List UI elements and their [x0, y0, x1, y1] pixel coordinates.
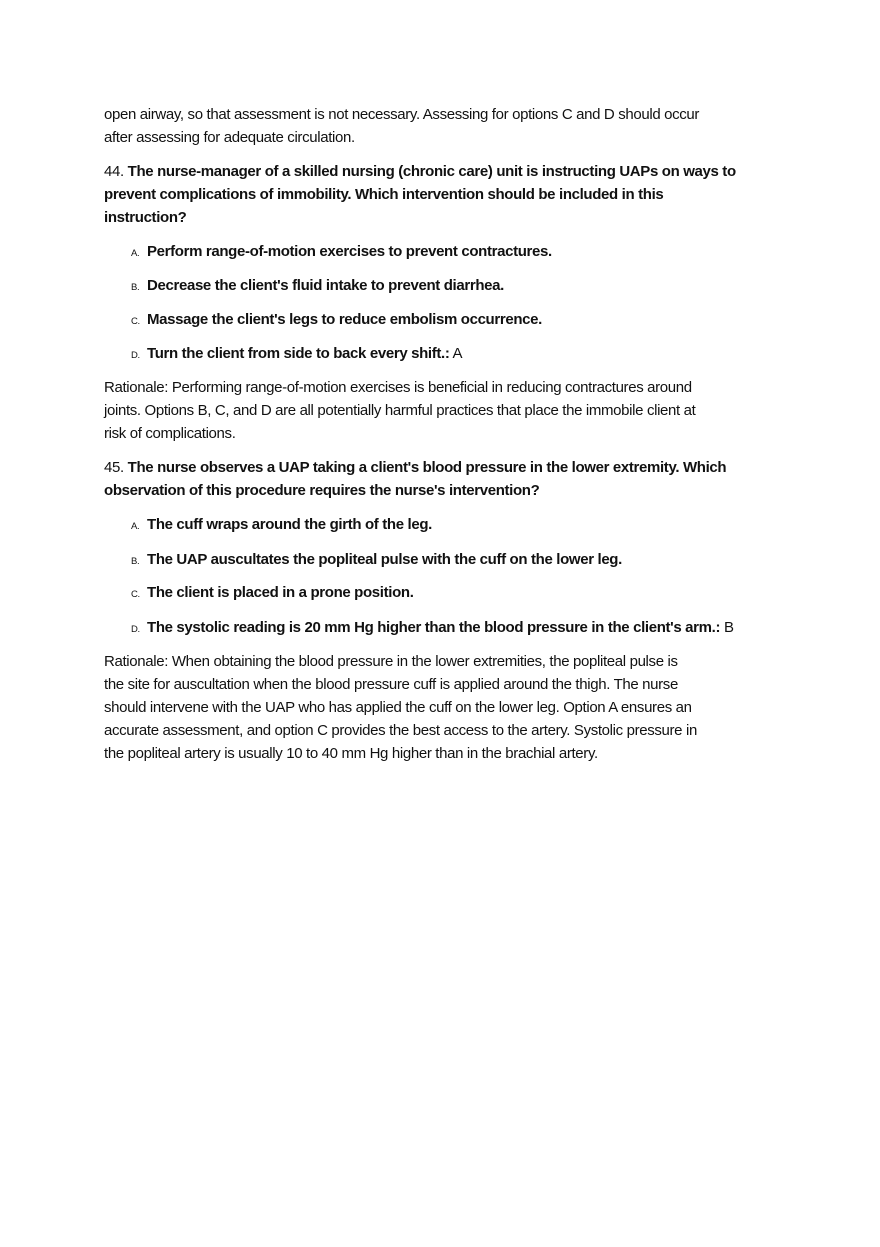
answer-key: A	[449, 345, 463, 362]
option-letter: D.	[131, 350, 140, 361]
text-line: Rationale: Performing range-of-motion exercises is beneficial in reducing contractures around	[104, 379, 692, 396]
question-44-option-b	[131, 274, 504, 297]
question-45-option-a	[131, 513, 432, 536]
question-45-option-b	[131, 548, 622, 571]
text-line: should intervene with the UAP who has applied the cuff on the lower leg. Option A ensures an	[104, 699, 692, 716]
answer-key: B	[720, 619, 734, 636]
option-text: Massage the client's legs to reduce embolism occurrence.	[147, 311, 542, 328]
option-text: The cuff wraps around the girth of the leg.	[147, 516, 432, 533]
question-44-option-a	[131, 240, 552, 263]
question-44-rationale	[104, 376, 695, 445]
option-text: The systolic reading is 20 mm Hg higher than the blood pressure in the client's arm.:	[147, 619, 721, 636]
option-letter: A.	[131, 521, 140, 532]
question-44-option-c	[131, 308, 542, 331]
question-45-option-d	[131, 616, 734, 639]
text-line: risk of complications.	[104, 425, 236, 442]
text-line: after assessing for adequate circulation.	[104, 129, 355, 146]
question-number: 45.	[104, 459, 124, 476]
question-44-option-d	[131, 342, 462, 365]
option-letter: B.	[131, 556, 140, 567]
option-text: The UAP auscultates the popliteal pulse with the cuff on the lower leg.	[147, 551, 622, 568]
question-text: instruction?	[104, 209, 187, 226]
option-letter: D.	[131, 624, 140, 635]
question-text: The nurse observes a UAP taking a client's blood pressure in the lower extremity. Which	[123, 459, 727, 476]
text-line: open airway, so that assessment is not necessary. Assessing for options C and D should occur	[104, 106, 700, 123]
previous-rationale-continuation	[104, 103, 699, 149]
option-text: Perform range-of-motion exercises to prevent contractures.	[147, 243, 552, 260]
option-letter: B.	[131, 282, 140, 293]
question-text: observation of this procedure requires the nurse's intervention?	[104, 482, 540, 499]
question-44-stem	[104, 160, 736, 229]
question-text: prevent complications of immobility. Which intervention should be included in this	[104, 186, 664, 203]
option-letter: A.	[131, 248, 140, 259]
question-45-rationale	[104, 650, 697, 765]
question-45-stem	[104, 456, 726, 502]
text-line: the site for auscultation when the blood pressure cuff is applied around the thigh. The nurse	[104, 676, 678, 693]
question-45-option-c	[131, 581, 414, 604]
option-letter: C.	[131, 316, 140, 327]
question-text: The nurse-manager of a skilled nursing (chronic care) unit is instructing UAPs on ways to	[123, 163, 736, 180]
option-letter: C.	[131, 589, 140, 600]
option-text: The client is placed in a prone position.	[147, 584, 414, 601]
option-text: Turn the client from side to back every shift.:	[147, 345, 450, 362]
text-line: the popliteal artery is usually 10 to 40 mm Hg higher than in the brachial artery.	[104, 745, 598, 762]
question-number: 44.	[104, 163, 124, 180]
text-line: Rationale: When obtaining the blood pressure in the lower extremities, the popliteal pulse is	[104, 653, 678, 670]
option-text: Decrease the client's fluid intake to prevent diarrhea.	[147, 277, 504, 294]
text-line: joints. Options B, C, and D are all potentially harmful practices that place the immobile client at	[104, 402, 696, 419]
text-line: accurate assessment, and option C provides the best access to the artery. Systolic pressure in	[104, 722, 697, 739]
